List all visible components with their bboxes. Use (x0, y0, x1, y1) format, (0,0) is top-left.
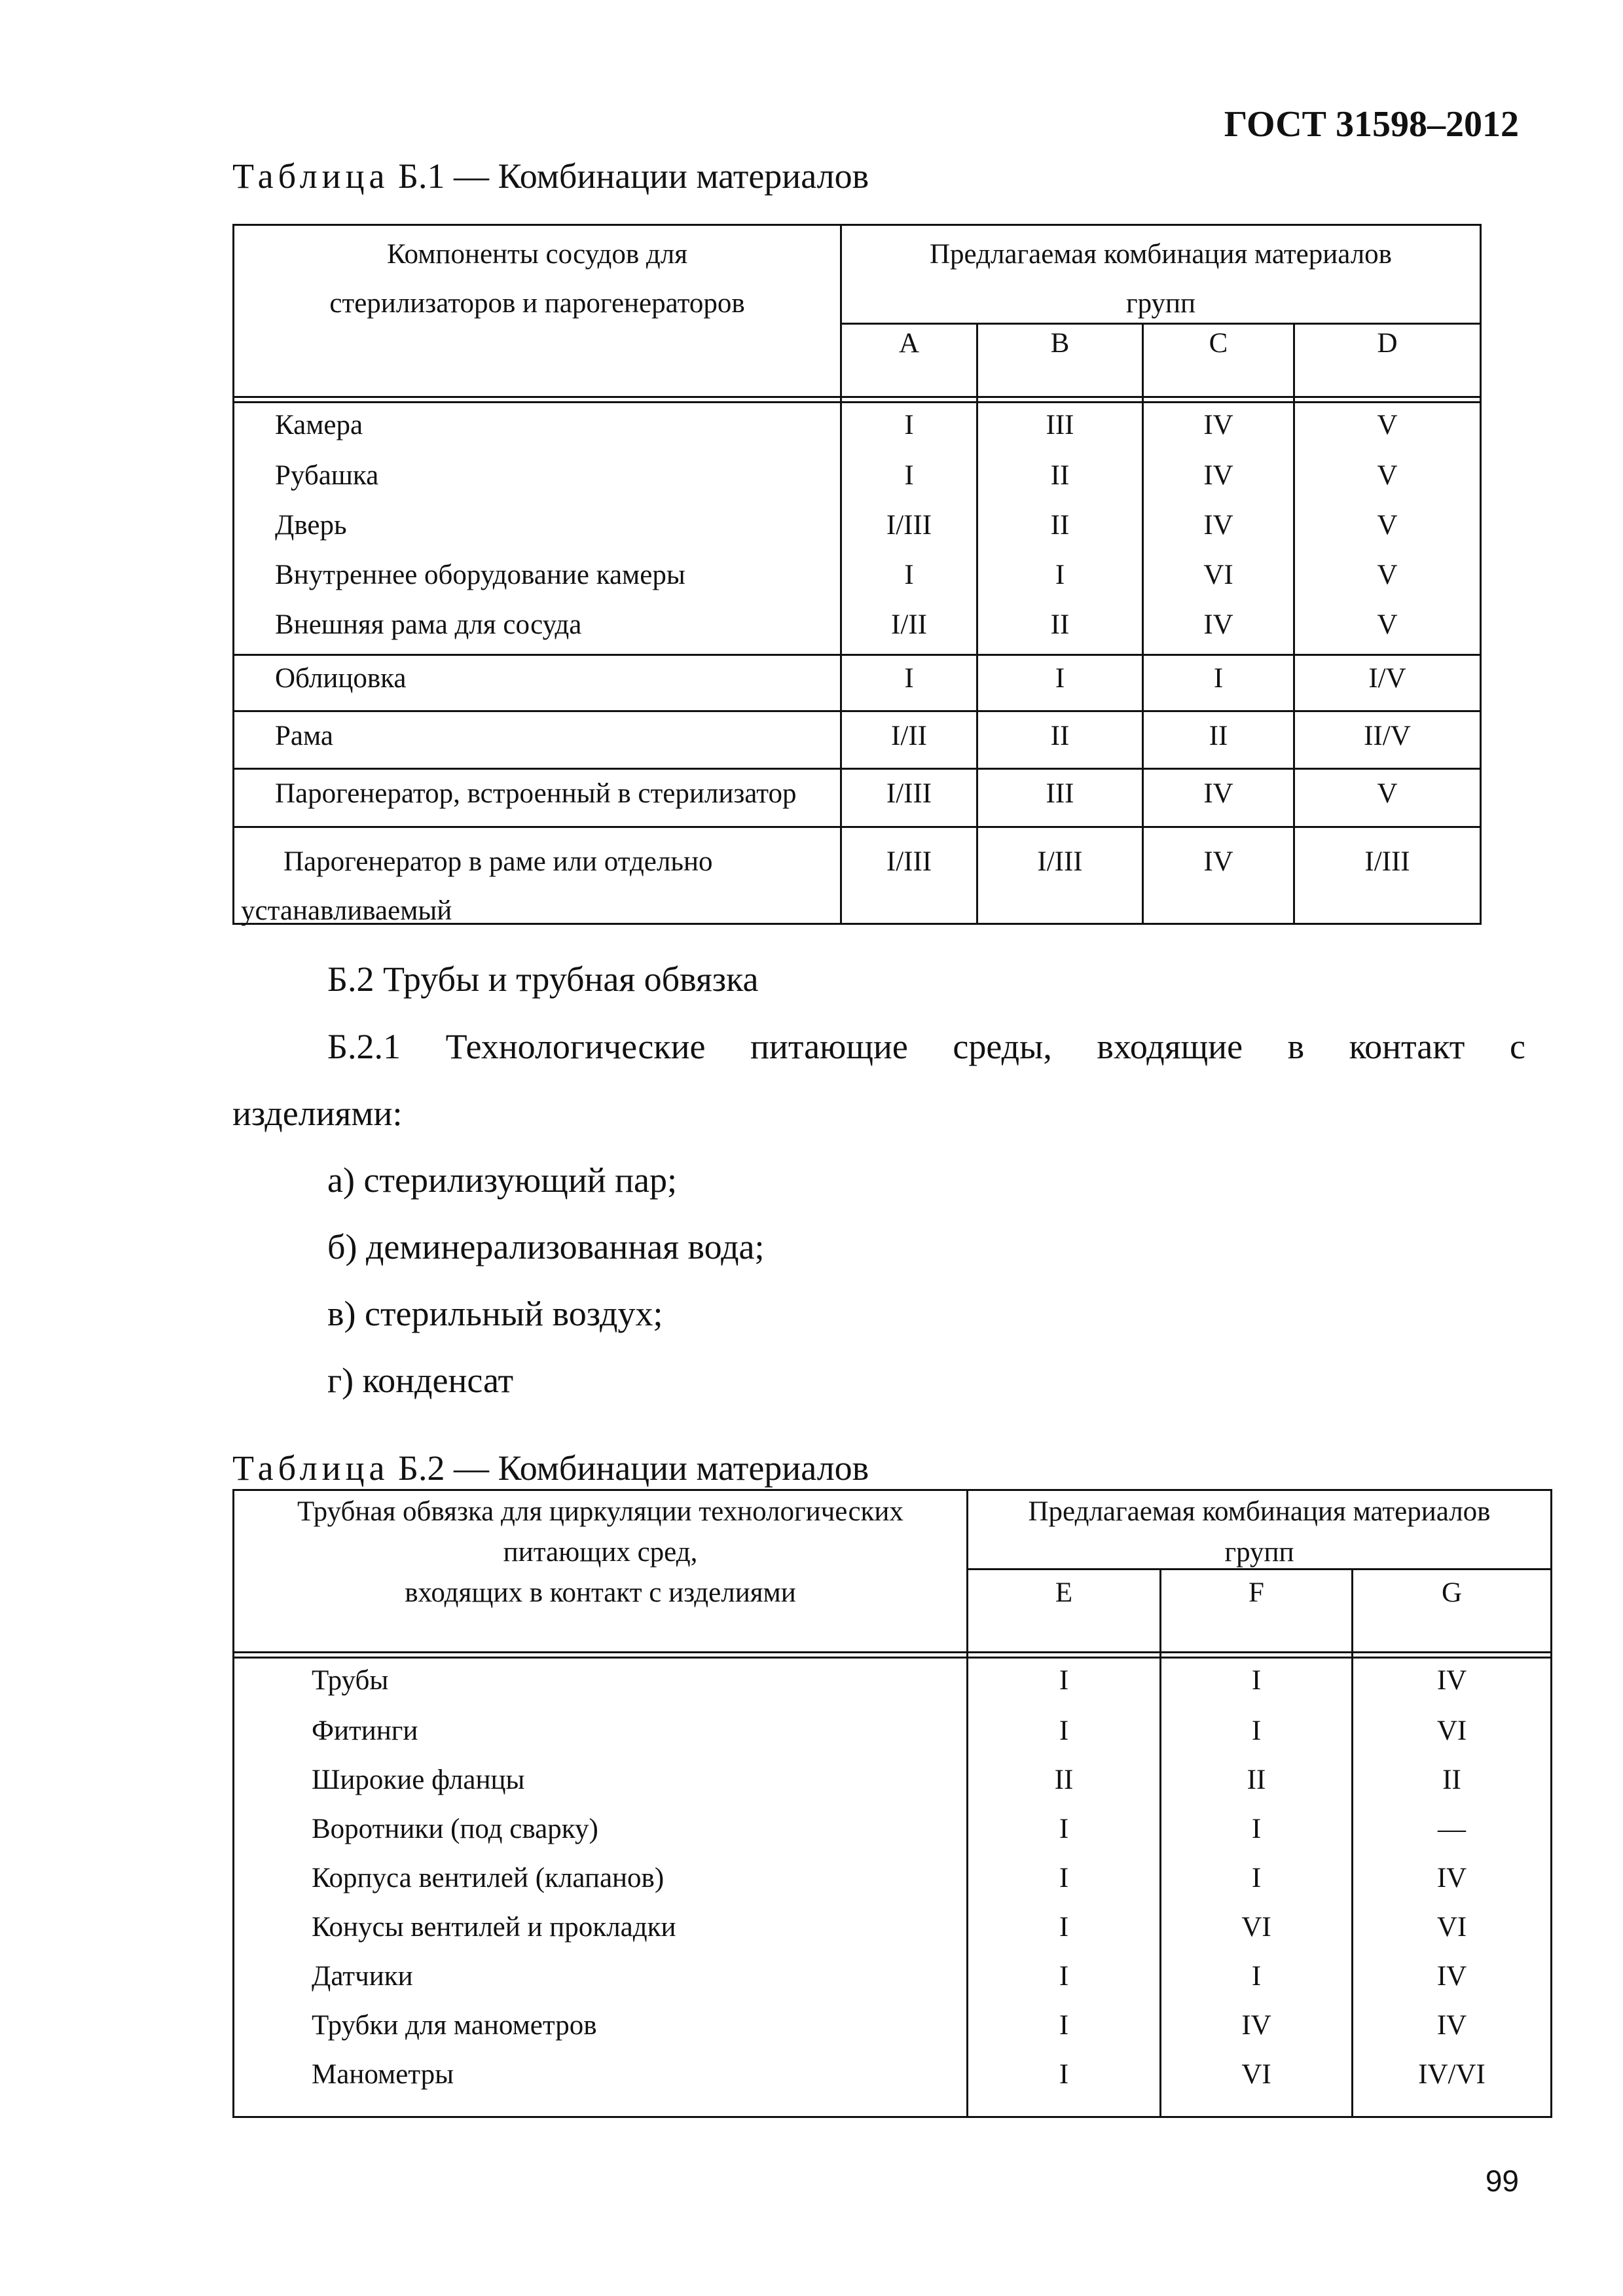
table1-cell: II (1050, 721, 1070, 751)
table2-cell: IV (1436, 1665, 1467, 1696)
table1-cell: I/III (886, 510, 932, 541)
page-number: 99 (1485, 2164, 1519, 2198)
table1-cell: II (1050, 609, 1070, 640)
table2-caption-title: Б.2 — Комбинации материалов (389, 1448, 869, 1488)
table2-row-name: Воротники (под сварку) (312, 1814, 598, 1844)
table1-caption (232, 156, 869, 196)
table1-row-name: Камера (275, 410, 363, 440)
table1-cell: I/III (886, 846, 932, 877)
table1-cell: IV (1203, 609, 1233, 640)
table1-cell: II/V (1364, 721, 1411, 751)
table2-cell: IV (1436, 1863, 1467, 1893)
table2 (232, 1489, 1552, 2118)
table1-cell: I (1055, 663, 1065, 694)
table1-cell: IV (1203, 460, 1233, 491)
table2-row-name: Трубки для манометров (312, 2010, 597, 2041)
table1-row-name: Внешняя рама для сосуда (275, 609, 582, 640)
table1-cell: I/III (1364, 846, 1410, 877)
para-word: питающие (750, 1027, 908, 1066)
table2-cell: I (1251, 1715, 1262, 1746)
table1-row-name: Рубашка (275, 460, 379, 491)
table2-hline-group (966, 1568, 1550, 1570)
table1-cell: I (1055, 560, 1065, 590)
table1-cell: I/II (891, 721, 927, 751)
table2-cell: II (1247, 1765, 1266, 1795)
table1-col-header-line1: Компоненты сосудов для (387, 239, 687, 270)
table2-caption (232, 1448, 869, 1488)
table1-group-header-line2: групп (1125, 288, 1196, 319)
list-item: а) стерилизующий пар; (327, 1160, 678, 1200)
table1-row-name: Облицовка (275, 663, 407, 694)
table1-hline-head-2 (234, 401, 1480, 403)
table1-cell: V (1377, 609, 1398, 640)
table1-hline-2 (234, 710, 1480, 712)
para-word: с (1509, 1027, 1525, 1066)
para-word: в (1287, 1027, 1305, 1066)
table1-col-header-line2: стерилизаторов и парогенераторов (329, 288, 745, 319)
table2-cell: I (1059, 1863, 1069, 1893)
para-word: входящие (1097, 1027, 1243, 1066)
table2-cell: I (1251, 1863, 1262, 1893)
table2-cell: IV (1436, 2010, 1467, 2041)
table1-col-d: D (1377, 328, 1398, 359)
table2-cell: I (1059, 1814, 1069, 1844)
table2-hline-head-1 (234, 1651, 1550, 1653)
table1-col-b: B (1050, 328, 1070, 359)
list-item: г) конденсат (327, 1361, 514, 1400)
table1 (232, 224, 1482, 925)
table1-cell: I/III (1037, 846, 1083, 877)
table1-cell: IV (1203, 846, 1233, 877)
table1-cell: V (1377, 560, 1398, 590)
table2-cell: VI (1436, 1912, 1467, 1943)
table1-hline-3 (234, 768, 1480, 770)
table1-hline-1 (234, 654, 1480, 656)
table2-group-header-line1: Предлагаемая комбинация материалов (1028, 1496, 1491, 1527)
table2-col-f: F (1249, 1577, 1264, 1608)
table1-cell: I (904, 560, 914, 590)
table2-cell: I (1251, 1814, 1262, 1844)
table1-cell: III (1046, 410, 1074, 440)
table1-col-a: A (898, 328, 920, 359)
table1-cell: I (1213, 663, 1224, 694)
table2-cell: IV (1436, 1961, 1467, 1992)
table1-caption-prefix: Таблица (232, 156, 390, 196)
table2-row-name: Конусы вентилей и прокладки (312, 1912, 676, 1943)
table1-cell: IV (1203, 510, 1233, 541)
table2-cell: II (1442, 1765, 1461, 1795)
table1-row-name: Парогенератор, встроенный в стерилизатор (275, 778, 797, 809)
table2-cell: — (1438, 1814, 1466, 1844)
table1-hline-head-1 (234, 396, 1480, 398)
para-word: среды, (953, 1027, 1052, 1066)
table1-cell: II (1050, 460, 1070, 491)
table1-group-header-line1: Предлагаемая комбинация материалов (930, 239, 1392, 270)
table1-row-name-cont: устанавливаемый (241, 895, 452, 926)
table2-cell: VI (1241, 2059, 1271, 2090)
table2-cell: I (1059, 1912, 1069, 1943)
table1-row-name: Дверь (275, 510, 347, 541)
table2-row-name: Фитинги (312, 1715, 418, 1746)
table2-row-name: Широкие фланцы (312, 1765, 525, 1795)
table1-cell: IV (1203, 778, 1233, 809)
table2-col-header-line1: Трубная обвязка для циркуляции технологических (297, 1496, 903, 1527)
table2-cell: I (1059, 2010, 1069, 2041)
table2-cell: I (1059, 1961, 1069, 1992)
table1-cell: I/V (1368, 663, 1406, 694)
table2-group-header-line2: групп (1224, 1537, 1294, 1568)
table1-hline-group (840, 323, 1482, 325)
table1-caption-title: Б.1 — Комбинации материалов (389, 156, 869, 196)
table2-col-header-line2: питающих сред, (503, 1537, 698, 1568)
table1-cell: IV (1203, 410, 1233, 440)
table2-col-e: E (1055, 1577, 1073, 1608)
table2-col-g: G (1441, 1577, 1463, 1608)
table1-col-c: C (1209, 328, 1228, 359)
table2-cell: I (1251, 1961, 1262, 1992)
table1-cell: V (1377, 510, 1398, 541)
table1-row-name: Парогенератор в раме или отдельно (283, 846, 713, 877)
table2-row-name: Датчики (312, 1961, 413, 1992)
table2-caption-prefix: Таблица (232, 1448, 390, 1488)
standard-number: ГОСТ 31598–2012 (1224, 104, 1519, 145)
table2-cell: IV (1241, 2010, 1271, 2041)
table1-hline-4 (234, 826, 1480, 828)
table2-cell: VI (1436, 1715, 1467, 1746)
table1-cell: I (904, 410, 914, 440)
table2-col-header-line3: входящих в контакт с изделиями (405, 1577, 796, 1608)
table2-cell: I (1059, 1665, 1069, 1696)
table2-cell: I (1251, 1665, 1262, 1696)
table1-row-name: Внутреннее оборудование камеры (275, 560, 685, 590)
table2-cell: I (1059, 2059, 1069, 2090)
table2-row-name: Манометры (312, 2059, 454, 2090)
table2-row-name: Корпуса вентилей (клапанов) (312, 1863, 665, 1893)
table2-cell: II (1054, 1765, 1074, 1795)
table2-hline-head-2 (234, 1657, 1550, 1659)
table1-cell: V (1377, 778, 1398, 809)
table1-cell: I/III (886, 778, 932, 809)
table2-cell: I (1059, 1715, 1069, 1746)
list-item: б) деминерализованная вода; (327, 1227, 765, 1266)
table1-cell: VI (1203, 560, 1233, 590)
table2-cell: VI (1241, 1912, 1271, 1943)
table1-cell: I/II (891, 609, 927, 640)
table1-row-name: Рама (275, 721, 334, 751)
section-paragraph-line1 (327, 1026, 1525, 1067)
para-word: Технологические (445, 1027, 706, 1066)
list-item: в) стерильный воздух; (327, 1294, 663, 1333)
para-word: контакт (1349, 1027, 1465, 1066)
table1-cell: III (1046, 778, 1074, 809)
table1-cell: I (904, 663, 914, 694)
table1-cell: V (1377, 410, 1398, 440)
table1-cell: II (1209, 721, 1228, 751)
table1-cell: II (1050, 510, 1070, 541)
section-paragraph-line2: изделиями: (232, 1094, 403, 1133)
table2-row-name: Трубы (312, 1665, 389, 1696)
para-word: Б.2.1 (327, 1027, 401, 1066)
table2-cell: IV/VI (1418, 2059, 1486, 2090)
table1-cell: V (1377, 460, 1398, 491)
table1-cell: I (904, 460, 914, 491)
section-heading: Б.2 Трубы и трубная обвязка (327, 960, 759, 999)
